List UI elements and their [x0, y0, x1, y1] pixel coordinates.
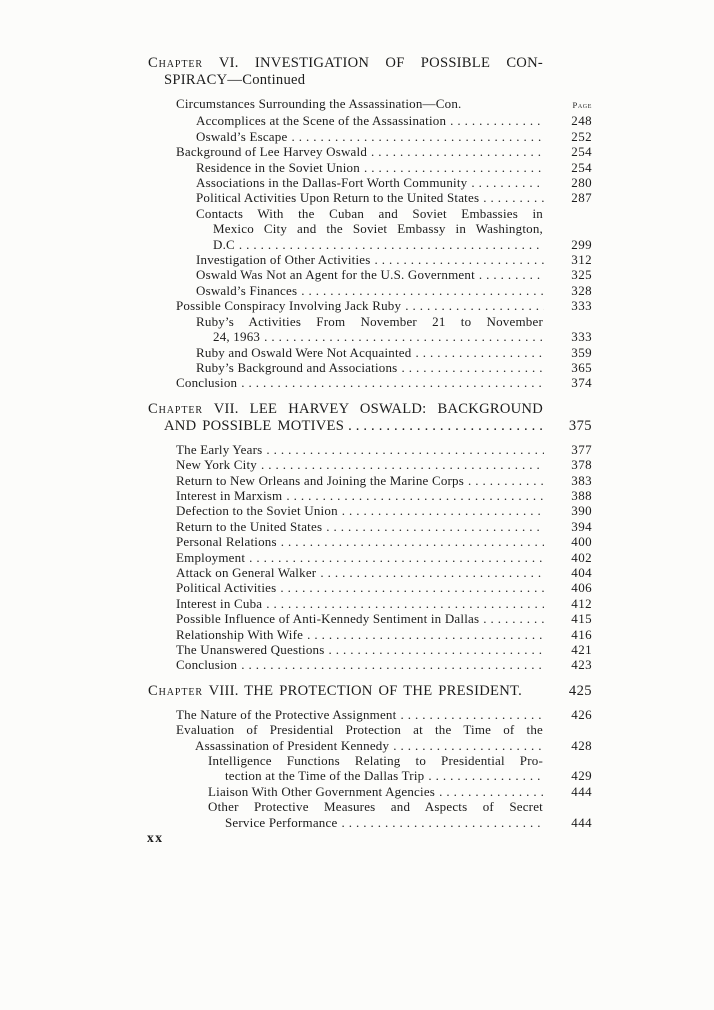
dot-leader — [264, 329, 544, 344]
toc-entry — [208, 784, 592, 799]
page-number: 429 — [571, 768, 592, 784]
page-number: 404 — [571, 564, 592, 580]
dot-leader — [341, 815, 544, 830]
chapter-word: Chapter — [148, 400, 203, 417]
entry-text: The Early Years — [176, 441, 263, 457]
page-number: 325 — [571, 267, 592, 283]
entry-text: SPIRACY—Continued — [164, 72, 306, 88]
page-number: 378 — [571, 457, 592, 473]
toc-line — [176, 642, 592, 657]
toc-line — [196, 360, 592, 375]
toc-entry — [196, 345, 592, 360]
page-number: 365 — [571, 359, 592, 375]
toc-entry — [196, 160, 592, 175]
dot-leader — [428, 768, 544, 783]
toc-entry — [176, 722, 592, 753]
dot-leader — [286, 488, 544, 503]
dot-leader — [266, 596, 544, 611]
dot-leader — [249, 550, 544, 565]
toc-entry — [176, 144, 592, 159]
toc-line — [176, 627, 592, 642]
toc-line — [176, 611, 592, 626]
toc-line — [164, 72, 592, 89]
toc-line — [176, 473, 592, 488]
toc-entry — [176, 375, 592, 390]
dot-leader — [301, 283, 544, 298]
toc-line — [196, 252, 592, 267]
entry-text: Oswald’s Finances — [196, 282, 298, 298]
toc-line — [195, 738, 592, 753]
entry-text: Defection to the Soviet Union — [176, 503, 338, 519]
toc-line — [196, 129, 592, 144]
toc-line — [176, 442, 592, 457]
entry-text: Other Protective Measures and Aspects of Secret — [208, 799, 543, 815]
page-number: 254 — [571, 144, 592, 160]
toc-line — [225, 815, 592, 830]
toc-entry — [196, 360, 592, 375]
toc-line — [196, 160, 592, 175]
entry-text: Political Activities Upon Return to the United States — [196, 190, 480, 206]
chapter-word: Chapter — [148, 682, 203, 699]
toc-entry — [196, 206, 592, 252]
page-number: 388 — [571, 487, 592, 503]
toc-entry — [176, 707, 592, 722]
dot-leader — [471, 175, 544, 190]
dot-leader — [371, 144, 544, 159]
entry-text: 24, 1963 — [213, 329, 261, 345]
toc-entry — [176, 657, 592, 672]
entry-text: Oswald Was Not an Agent for the U.S. Government — [196, 267, 475, 283]
dot-leader — [405, 298, 544, 313]
page-number: 421 — [571, 642, 592, 657]
toc-entry — [208, 753, 592, 784]
toc-line — [176, 96, 592, 113]
entry-text: Return to the United States — [176, 518, 323, 534]
chapter-word: Chapter — [148, 55, 203, 71]
entry-text: Evaluation of Presidential Protection at the Time of the — [176, 722, 543, 738]
page-number: 423 — [571, 657, 592, 673]
entry-text: Personal Relations — [176, 534, 277, 550]
page-number: 328 — [571, 282, 592, 298]
dot-leader — [483, 611, 544, 626]
dot-leader — [450, 113, 544, 128]
toc-line — [176, 596, 592, 611]
toc-line — [176, 580, 592, 595]
entry-text: Conclusion — [176, 375, 238, 391]
toc-line — [196, 345, 592, 360]
toc-line — [176, 298, 592, 313]
page-number: 394 — [571, 518, 592, 534]
toc-entry — [196, 190, 592, 205]
chapter-heading — [148, 401, 592, 435]
entry-text: Background of Lee Harvey Oswald — [176, 144, 368, 160]
entry-text: Investigation of Other Activities — [196, 252, 371, 268]
toc-line — [164, 418, 592, 435]
page-number: 444 — [571, 814, 592, 830]
dot-leader — [342, 503, 544, 518]
entry-text: Associations in the Dallas-Fort Worth Community — [196, 175, 468, 191]
toc-entry — [196, 252, 592, 267]
dot-leader — [374, 252, 544, 267]
page-number: 374 — [571, 375, 592, 391]
toc-entry — [196, 314, 592, 345]
dot-leader — [281, 534, 544, 549]
page-number: 400 — [571, 534, 592, 550]
toc-line — [213, 329, 592, 344]
page-number: 406 — [571, 580, 592, 596]
toc-entry — [176, 596, 592, 611]
toc-line — [196, 283, 592, 298]
dot-leader — [401, 360, 544, 375]
dot-leader — [348, 418, 544, 435]
entry-text: Attack on General Walker — [176, 564, 317, 580]
page-number: 428 — [571, 737, 592, 753]
toc-entry — [176, 473, 592, 488]
toc-entry — [176, 642, 592, 657]
entry-text: Liaison With Other Government Agencies — [208, 783, 436, 799]
entry-text: Return to New Orleans and Joining the Marine Corps — [176, 472, 465, 488]
toc-entry — [176, 611, 592, 626]
dot-leader — [241, 375, 544, 390]
dot-leader — [329, 642, 545, 657]
toc-line — [176, 657, 592, 672]
toc-line — [208, 799, 592, 814]
toc-line — [196, 314, 592, 329]
toc-entry — [176, 534, 592, 549]
entry-text: Intelligence Functions Relating to Presidential Pro- — [208, 753, 543, 769]
page-folio: xx — [147, 830, 164, 845]
dot-leader — [479, 267, 544, 282]
page-number: 377 — [571, 441, 592, 457]
page-number: 416 — [571, 626, 592, 642]
toc-line — [176, 534, 592, 549]
page-number: 333 — [571, 298, 592, 314]
table-of-contents — [148, 55, 592, 830]
page-number: 287 — [571, 190, 592, 206]
entry-text: tection at the Time of the Dallas Trip — [225, 768, 425, 784]
toc-line — [176, 707, 592, 722]
page-number: 425 — [568, 682, 592, 699]
toc-entry — [196, 129, 592, 144]
dot-leader — [468, 473, 544, 488]
toc-line — [225, 768, 592, 783]
toc-section — [148, 55, 592, 391]
entry-text: Circumstances Surrounding the Assassination—Con. — [176, 96, 462, 111]
dot-leader — [241, 657, 544, 672]
toc-line — [176, 144, 592, 159]
entry-text — [148, 401, 543, 417]
dot-leader — [291, 129, 544, 144]
entry-text: Ruby’s Background and Associations — [196, 359, 398, 375]
entry-text: Possible Conspiracy Involving Jack Ruby — [176, 298, 402, 314]
dot-leader — [364, 160, 544, 175]
toc-line — [213, 221, 592, 236]
page-number: 299 — [571, 236, 592, 252]
page-number: 383 — [571, 472, 592, 488]
page-number: 412 — [571, 595, 592, 611]
entry-text: Residence in the Soviet Union — [196, 159, 360, 175]
toc-entry — [176, 457, 592, 472]
page-number: 426 — [571, 706, 592, 722]
toc-entry — [196, 283, 592, 298]
entry-text: Political Activities — [176, 580, 277, 596]
page-number: 254 — [571, 159, 592, 175]
dot-leader — [326, 519, 544, 534]
page-column-label: Page — [572, 100, 592, 110]
dot-leader — [280, 580, 544, 595]
dot-leader — [393, 738, 544, 753]
entry-text: Ruby and Oswald Were Not Acquainted — [196, 344, 412, 360]
entry-text: Service Performance — [225, 814, 338, 830]
dot-leader — [320, 565, 544, 580]
toc-entry — [176, 565, 592, 580]
toc-line — [176, 519, 592, 534]
toc-line — [176, 550, 592, 565]
toc-line — [176, 488, 592, 503]
page-number: 248 — [571, 113, 592, 129]
entry-text: Mexico City and the Soviet Embassy in Washington, — [213, 221, 543, 237]
chapter-heading — [148, 55, 592, 89]
entry-text: Possible Influence of Anti-Kennedy Sentiment in Dallas — [176, 611, 480, 627]
entry-text: AND POSSIBLE MOTIVES — [164, 417, 345, 434]
toc-entry — [176, 96, 592, 113]
toc-entry — [176, 550, 592, 565]
toc-line — [196, 206, 592, 221]
entry-text: Interest in Cuba — [176, 595, 263, 611]
toc-entry — [196, 175, 592, 190]
page-number: 415 — [571, 611, 592, 627]
toc-entry — [176, 519, 592, 534]
toc-line — [213, 237, 592, 252]
dot-leader — [400, 707, 544, 722]
toc-line — [176, 375, 592, 390]
page-number: 252 — [571, 128, 592, 144]
dot-leader — [307, 627, 544, 642]
toc-line — [176, 722, 592, 737]
dot-leader — [483, 190, 544, 205]
toc-line — [176, 457, 592, 472]
toc-line — [148, 401, 592, 418]
toc-line — [196, 267, 592, 282]
entry-text: Oswald’s Escape — [196, 128, 288, 144]
page-number: 359 — [571, 344, 592, 360]
page-number: 402 — [571, 549, 592, 565]
toc-entry — [176, 298, 592, 313]
entry-text: D.C — [213, 236, 235, 252]
entry-text: The Nature of the Protective Assignment — [176, 706, 397, 722]
toc-line — [196, 113, 592, 128]
page-number: 375 — [568, 417, 592, 434]
entry-text: Conclusion — [176, 657, 238, 673]
chapter-title: VI. INVESTIGATION OF POSSIBLE CON- — [218, 55, 543, 71]
entry-text: The Unanswered Questions — [176, 642, 325, 657]
toc-entry — [176, 627, 592, 642]
entry-text — [148, 55, 543, 71]
page-number: 444 — [571, 783, 592, 799]
dot-leader — [266, 442, 544, 457]
toc-section — [148, 683, 592, 830]
page-number: 280 — [571, 175, 592, 191]
toc-entry — [176, 488, 592, 503]
dot-leader — [439, 784, 544, 799]
chapter-title: VII. LEE HARVEY OSWALD: BACKGROUND — [213, 400, 543, 417]
toc-line — [176, 565, 592, 580]
toc-entry — [176, 442, 592, 457]
dot-leader — [239, 237, 544, 252]
toc-line — [148, 55, 592, 72]
entry-text: Employment — [176, 549, 246, 565]
dot-leader — [261, 457, 544, 472]
page-number: 312 — [571, 252, 592, 268]
toc-line — [208, 784, 592, 799]
entry-text: Interest in Marxism — [176, 487, 283, 503]
toc-line — [196, 175, 592, 190]
page-number: 390 — [571, 503, 592, 519]
entry-text — [148, 683, 522, 700]
chapter-heading — [148, 683, 592, 700]
entry-text: Contacts With the Cuban and Soviet Embassies in — [196, 205, 543, 221]
toc-entry — [208, 799, 592, 830]
toc-line — [196, 190, 592, 205]
entry-text: New York City — [176, 457, 257, 473]
entry-text: Ruby’s Activities From November 21 to November — [196, 313, 543, 329]
toc-line — [176, 503, 592, 518]
toc-line — [208, 753, 592, 768]
entry-text: Accomplices at the Scene of the Assassination — [196, 113, 447, 129]
dot-leader — [415, 345, 544, 360]
entry-text: Relationship With Wife — [176, 626, 304, 642]
toc-section — [148, 401, 592, 673]
entry-text: Assassination of President Kennedy — [195, 737, 390, 753]
toc-entry — [196, 113, 592, 128]
toc-entry — [176, 580, 592, 595]
page-number: 333 — [571, 329, 592, 345]
chapter-title: VIII. THE PROTECTION OF THE PRESIDENT. — [208, 682, 522, 699]
toc-entry — [176, 503, 592, 518]
toc-entry — [196, 267, 592, 282]
toc-line — [148, 683, 592, 700]
